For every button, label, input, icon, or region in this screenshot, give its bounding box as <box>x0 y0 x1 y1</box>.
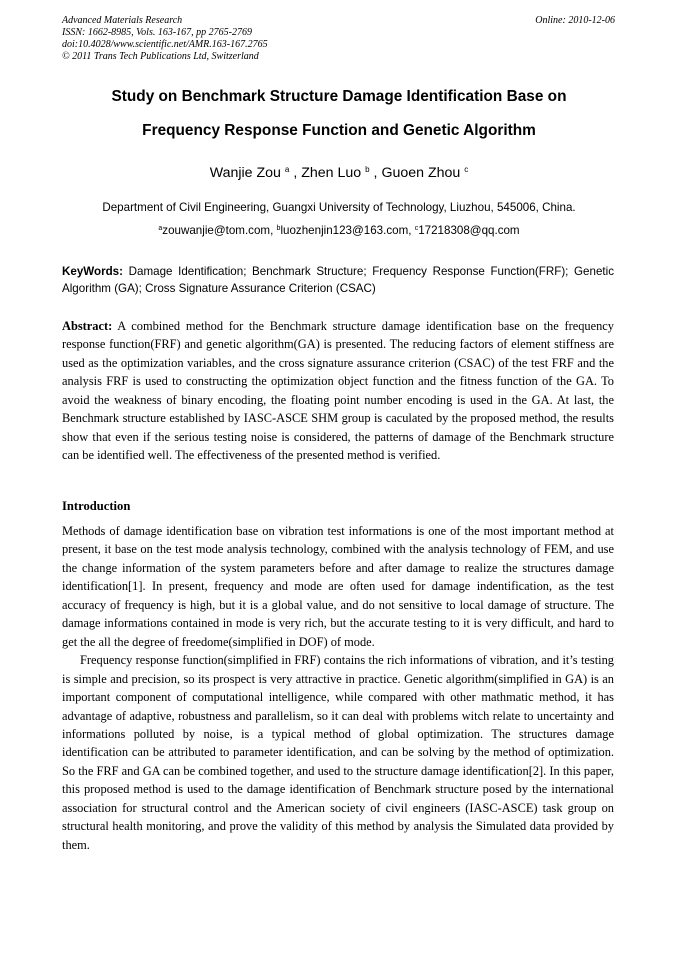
section-heading-introduction: Introduction <box>62 499 131 513</box>
email-separator: , <box>408 224 412 237</box>
email-address: zouwanjie@tom.com <box>162 224 271 237</box>
abstract <box>62 317 614 465</box>
abstract-label: Abstract: <box>62 319 113 333</box>
paragraph: Frequency response function(simplified in FRF) contains the rich informations of vibration, and it’s testing is simple and precision, so its prospect is very attractive in practice. Genetic algorithm(simplified in GA) is an important component of computational intelligence, while compared with other mathmatic method, it has advantage of adaptive, robustness and parallelism, so it can deal with problems witch relate to uncertainty and informations polluted by noise, is a typical method of global optimization. The structures damage identification can be attributed to parameter identification, and can be solving by the method of optimization. So the FRF and GA can be combined together, and used to the structure damage identification[2]. In this paper, this proposed method is used to the damage identification of Benchmark structure posed by the international association for structural control and the American society of civil engineers (IASC-ASCE) task group on structural health monitoring, and prove the validity of this method by analysis the Simulated data provided by them. <box>62 653 614 852</box>
keywords <box>62 263 614 297</box>
keywords-text: Damage Identification; Benchmark Structure; Frequency Response Function(FRF); Genetic Algorithm (GA); Cross Signature Assurance Criterion (CSAC) <box>62 265 614 295</box>
author-name: Guoen Zhou <box>381 165 461 181</box>
author-mark: a <box>284 165 290 174</box>
affiliation: Department of Civil Engineering, Guangxi University of Technology, Liuzhou, 545006, China. <box>102 201 576 214</box>
email-list <box>40 224 638 238</box>
author-name: Zhen Luo <box>301 165 362 181</box>
author-mark: c <box>464 165 469 174</box>
introduction-body <box>62 522 614 854</box>
online-date: Online: 2010-12-06 <box>535 15 615 26</box>
keywords-label: KeyWords: <box>62 265 123 278</box>
author-list <box>40 163 638 183</box>
email-address: 17218308@qq.com <box>418 224 520 237</box>
email-separator: , <box>270 224 274 237</box>
abstract-text: A combined method for the Benchmark structure damage identification base on the frequency response function(FRF) and genetic algorithm(GA) is presented. The reducing factors of element stiffness are used as the optimization variables, and the cross signature assurance criterion (CSAC) of the test FRF and the analysis FRF is used to constructing the optimization object function and the fitness function of the GA. To avoid the weakness of binary encoding, the floating point number encoding is used in the GA. At last, the Benchmark structure established by IASC-ASCE SHM group is caculated by the proposed method, the results show that even if the serious testing noise is considered, the patterns of damage of the Benchmark structure can be identified well. The effectiveness of the presented method is verified. <box>62 319 614 463</box>
email-mark: b <box>276 225 281 232</box>
doi-line: doi:10.4028/www.scientific.net/AMR.163-167.2765 <box>62 39 268 50</box>
paper-title-line-2: Frequency Response Function and Genetic Algorithm <box>142 122 536 139</box>
author-mark: b <box>365 165 370 174</box>
journal-header <box>62 15 482 63</box>
email-address: luozhenjin123@163.com <box>280 224 409 237</box>
author-name: Wanjie Zou <box>209 165 281 181</box>
email-mark: a <box>158 225 163 232</box>
issn-line: ISSN: 1662-8985, Vols. 163-167, pp 2765-2769 <box>62 27 252 38</box>
copyright-line: © 2011 Trans Tech Publications Ltd, Switzerland <box>62 51 259 62</box>
email-mark: c <box>414 225 419 232</box>
paper-title-line-1: Study on Benchmark Structure Damage Identification Base on <box>111 88 567 105</box>
author-separator: , <box>373 165 378 181</box>
author-separator: , <box>293 165 298 181</box>
paragraph: Methods of damage identification base on vibration test informations is one of the most important method at present, it base on the test mode analysis technology, combined with the analysis technology of FEM, and use the change information of the system parameters before and after damage to realize the structures damage identification[1]. In present, frequency and mode are often used for damage indentification, as the test accuracy of frequency is high, but it is a global value, and do not sensitive to local damage of structure. The damage informations contained in mode is very rich, but the accurate testing to it is very difficult, and hard to get the all the degree of freedome(simplified in DOF) of mode. <box>62 524 614 649</box>
journal-name: Advanced Materials Research <box>62 15 183 26</box>
